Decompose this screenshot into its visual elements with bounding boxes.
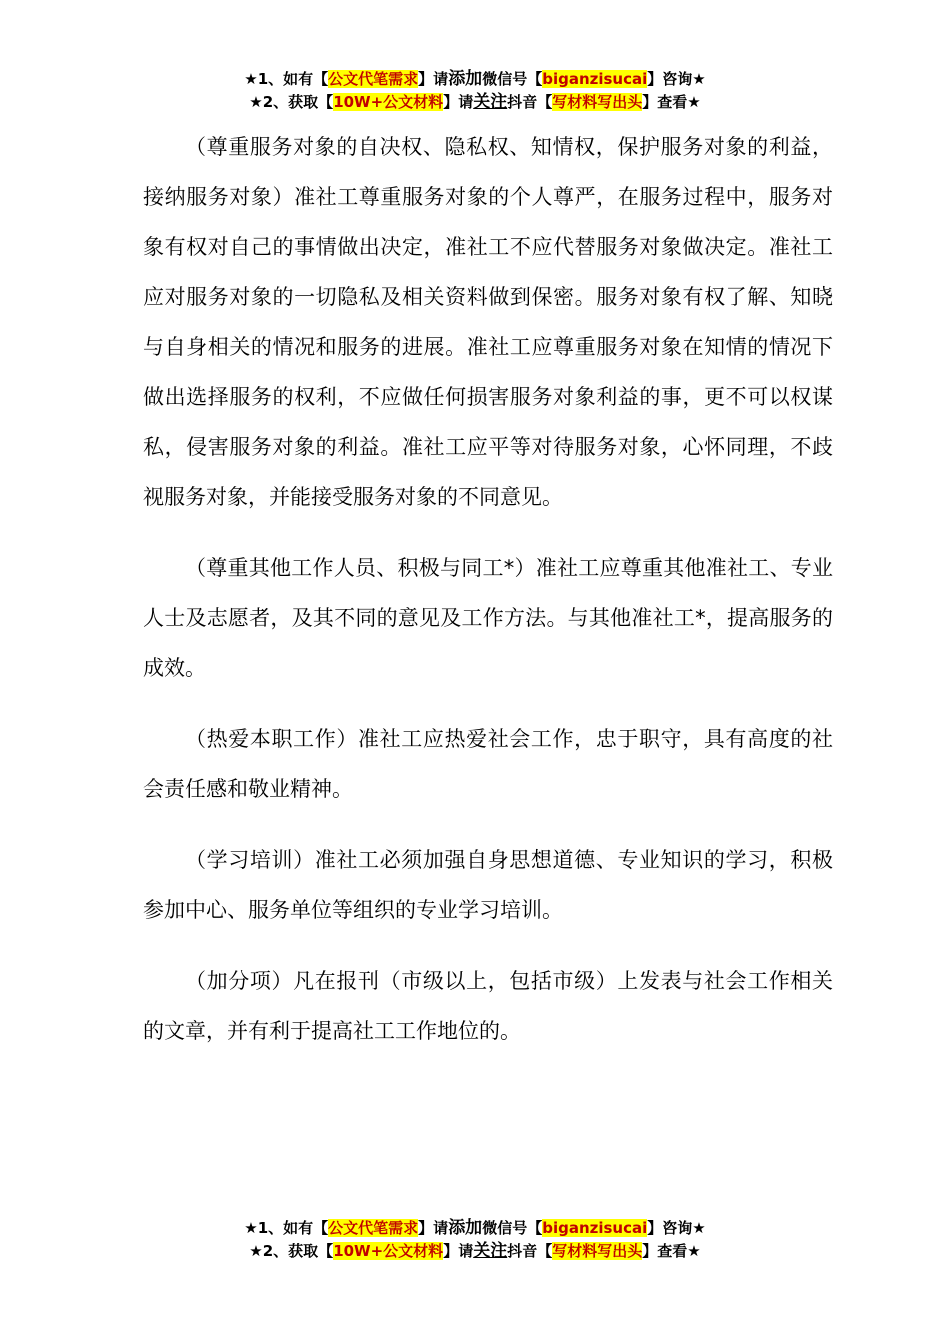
banner-line-2: ★2、获取【10W+公文材料】请关注抖音【写材料写出头】查看★ [249, 92, 701, 112]
highlight-service: 公文代笔需求 [328, 1219, 419, 1237]
header-banner [0, 68, 950, 114]
paragraph-dedication: （热爱本职工作）准社工应热爱社会工作，忠于职守，具有高度的社会责任感和敬业精神。 [143, 727, 833, 801]
highlight-wechat-id: biganzisucai [542, 70, 648, 88]
footer-banner [0, 1217, 950, 1263]
banner-line-1: ★1、如有【公文代笔需求】请添加微信号【biganzisucai】咨询★ [244, 1218, 706, 1238]
paragraph-colleagues: （尊重其他工作人员、积极与同工*）准社工应尊重其他准社工、专业人士及志愿者，及其不同的意见及工作方法。与其他准社工*，提高服务的成效。 [143, 556, 833, 680]
document-body [143, 122, 833, 1077]
paragraph-training: （学习培训）准社工必须加强自身思想道德、专业知识的学习，积极参加中心、服务单位等组织的专业学习培训。 [143, 848, 833, 922]
paragraph-bonus: （加分项）凡在报刊（市级以上，包括市级）上发表与社会工作相关的文章，并有利于提高社工工作地位的。 [143, 969, 833, 1043]
highlight-service: 公文代笔需求 [328, 70, 419, 88]
banner-line-1: ★1、如有【公文代笔需求】请添加微信号【biganzisucai】咨询★ [244, 69, 706, 89]
paragraph-service-recipients: （尊重服务对象的自决权、隐私权、知情权，保护服务对象的利益，接纳服务对象）准社工尊重服务对象的个人尊严，在服务过程中，服务对象有权对自己的事情做出决定，准社工不应代替服务对象做决定。准社工应对服务对象的一切隐私及相关资料做到保密。服务对象有权了解、知晓与自身相关的情况和服务的进展。准社工应尊重服务对象在知情的情况下做出选择服务的权利，不应做任何损害服务对象利益的事，更不可以权谋私，侵害服务对象的利益。准社工应平等对待服务对象，心怀同理，不歧视服务对象，并能接受服务对象的不同意见。 [143, 135, 833, 509]
banner-line-2: ★2、获取【10W+公文材料】请关注抖音【写材料写出头】查看★ [249, 1241, 701, 1261]
highlight-douyin: 写材料写出头 [552, 1242, 643, 1260]
highlight-materials: 10W+公文材料 [333, 1242, 444, 1260]
highlight-douyin: 写材料写出头 [552, 93, 643, 111]
highlight-materials: 10W+公文材料 [333, 93, 444, 111]
highlight-wechat-id: biganzisucai [542, 1219, 648, 1237]
